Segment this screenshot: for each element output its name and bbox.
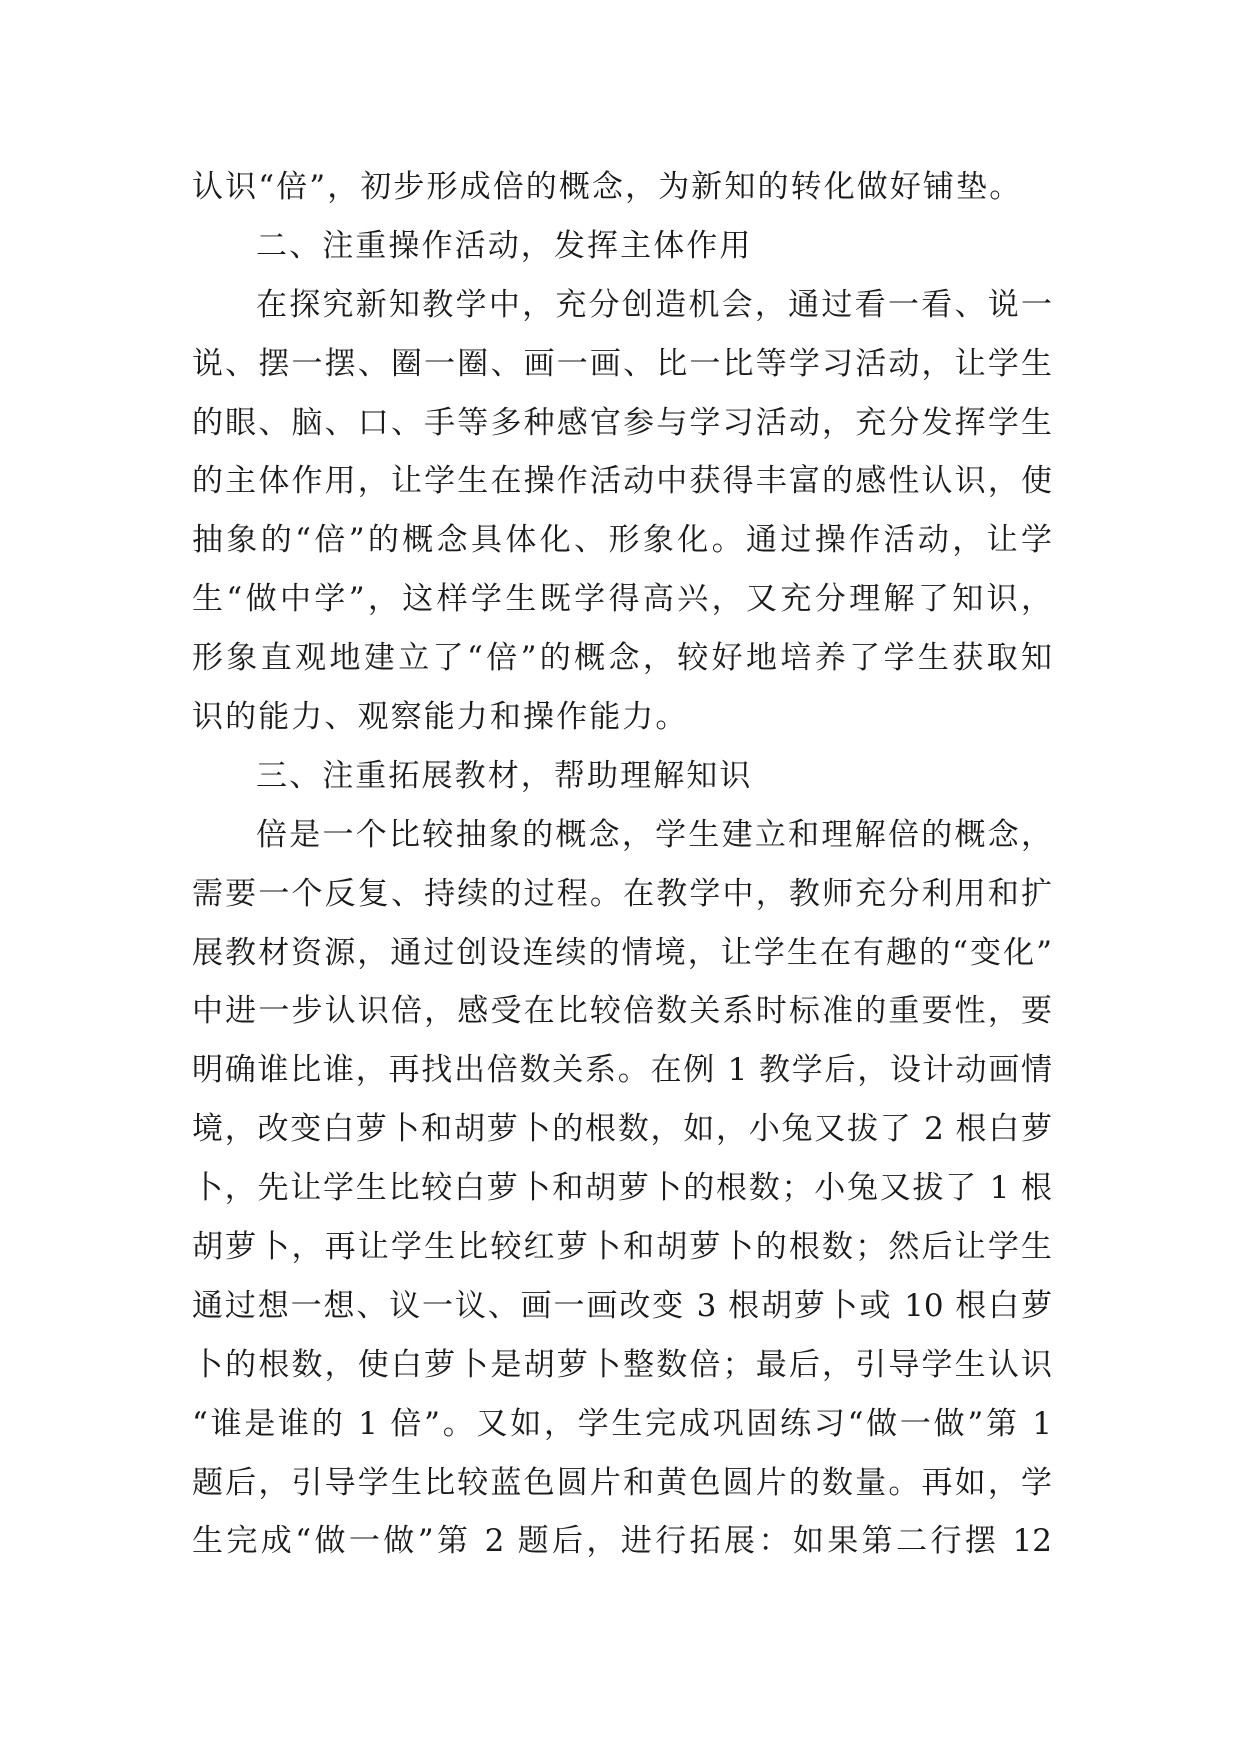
text-line: 形象直观地建立了“倍”的概念，较好地培养了学生获取知 bbox=[192, 640, 1052, 677]
text-line: 胡萝卜，再让学生比较红萝卜和胡萝卜的根数；然后让学生 bbox=[192, 1229, 1052, 1266]
paragraph-first-line: 二、注重操作活动，发挥主体作用 bbox=[256, 227, 753, 264]
text-line: 卜的根数，使白萝卜是胡萝卜整数倍；最后，引导学生认识 bbox=[192, 1346, 1052, 1383]
text-line: 中进一步认识倍，感受在比较倍数关系时标准的重要性，要 bbox=[192, 993, 1052, 1030]
text-line: 展教材资源，通过创设连续的情境，让学生在有趣的“变化” bbox=[192, 934, 1052, 971]
paragraph-first-line: 三、注重拓展教材，帮助理解知识 bbox=[256, 757, 753, 794]
text-line: 认识“倍”，初步形成倍的概念，为新知的转化做好铺垫。 bbox=[192, 169, 1023, 205]
text-line: 题后，引导学生比较蓝色圆片和黄色圆片的数量。再如，学 bbox=[192, 1464, 1052, 1501]
text-line: 通过想一想、议一议、画一画改变 3 根胡萝卜或 10 根白萝 bbox=[192, 1287, 1052, 1324]
paragraph-first-line: 在探究新知教学中，充分创造机会，通过看一看、说一 bbox=[256, 286, 1052, 323]
text-line: 卜，先让学生比较白萝卜和胡萝卜的根数；小兔又拔了 1 根 bbox=[192, 1170, 1052, 1207]
text-line: 需要一个反复、持续的过程。在教学中，教师充分利用和扩 bbox=[192, 875, 1052, 912]
text-line: 生“做中学”，这样学生既学得高兴，又充分理解了知识， bbox=[192, 581, 1052, 618]
text-line: 的主体作用，让学生在操作活动中获得丰富的感性认识，使 bbox=[192, 463, 1052, 500]
text-line: 生完成“做一做”第 2 题后，进行拓展：如果第二行摆 12 bbox=[192, 1523, 1052, 1560]
text-line: 的眼、脑、口、手等多种感官参与学习活动，充分发挥学生 bbox=[192, 404, 1052, 441]
text-line: 识的能力、观察能力和操作能力。 bbox=[192, 699, 689, 736]
text-line: “谁是谁的 1 倍”。又如，学生完成巩固练习“做一做”第 1 bbox=[192, 1405, 1052, 1442]
paragraph-first-line: 倍是一个比较抽象的概念，学生建立和理解倍的概念， bbox=[256, 816, 1052, 853]
text-line: 说、摆一摆、圈一圈、画一画、比一比等学习活动，让学生 bbox=[192, 345, 1052, 382]
document-body bbox=[192, 158, 1052, 1571]
text-line: 境，改变白萝卜和胡萝卜的根数，如，小兔又拔了 2 根白萝 bbox=[192, 1111, 1052, 1148]
text-line: 明确谁比谁，再找出倍数关系。在例 1 教学后，设计动画情 bbox=[192, 1052, 1052, 1089]
text-line: 抽象的“倍”的概念具体化、形象化。通过操作活动，让学 bbox=[192, 522, 1052, 559]
